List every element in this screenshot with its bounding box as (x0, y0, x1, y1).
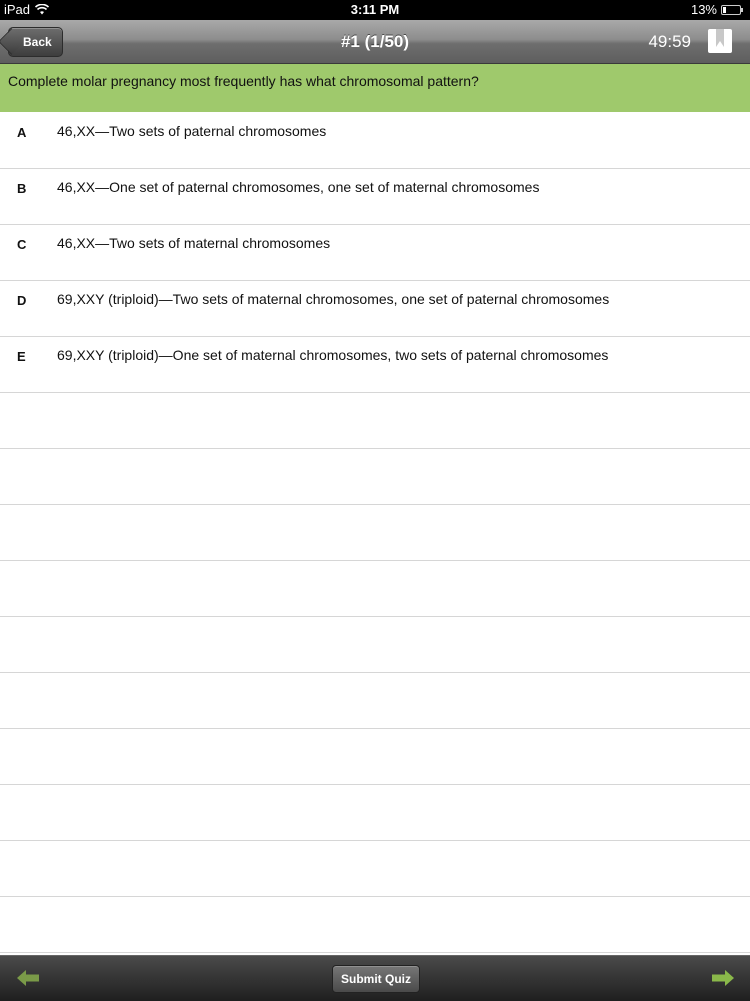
answer-list (0, 113, 750, 953)
empty-row (0, 785, 750, 841)
option-text: 69,XXY (triploid)—Two sets of maternal chromosomes, one set of paternal chromosomes (57, 291, 610, 307)
next-arrow-icon[interactable] (712, 970, 734, 986)
empty-row (0, 505, 750, 561)
submit-quiz-button[interactable]: Submit Quiz (332, 965, 420, 993)
answer-option-d[interactable] (0, 281, 750, 337)
question-banner (0, 64, 750, 112)
empty-row (0, 673, 750, 729)
option-text: 69,XXY (triploid)—One set of maternal chromosomes, two sets of paternal chromosomes (57, 347, 609, 363)
empty-row (0, 841, 750, 897)
option-letter: A (17, 125, 27, 140)
device-name: iPad (4, 2, 31, 17)
answer-option-e[interactable] (0, 337, 750, 393)
back-button-label: Back (23, 35, 52, 49)
option-text: 46,XX—Two sets of maternal chromosomes (57, 235, 331, 251)
option-text: 46,XX—One set of paternal chromosomes, one set of maternal chromosomes (57, 179, 540, 195)
previous-arrow-icon[interactable] (17, 970, 39, 986)
status-time: 3:11 PM (350, 2, 400, 17)
empty-row (0, 617, 750, 673)
answer-option-b[interactable] (0, 169, 750, 225)
battery-percent: 13% (690, 2, 717, 17)
battery-icon (721, 5, 741, 15)
option-letter: B (17, 181, 27, 196)
option-letter: E (17, 349, 26, 364)
empty-row (0, 729, 750, 785)
answer-option-a[interactable] (0, 113, 750, 169)
option-text: 46,XX—Two sets of paternal chromosomes (57, 123, 327, 139)
empty-row (0, 897, 750, 953)
question-counter-title: #1 (1/50) (340, 32, 410, 51)
empty-row (0, 393, 750, 449)
option-letter: C (17, 237, 27, 252)
status-bar (0, 0, 750, 20)
bottom-toolbar (0, 955, 750, 1001)
navigation-bar (0, 20, 750, 64)
status-right (691, 2, 744, 17)
quiz-timer: 49:59 (648, 32, 691, 51)
bookmark-icon[interactable] (708, 29, 732, 53)
option-letter: D (17, 293, 27, 308)
question-text: Complete molar pregnancy most frequently has what chromosomal pattern? (8, 73, 479, 89)
empty-row (0, 449, 750, 505)
empty-row (0, 561, 750, 617)
answer-option-c[interactable] (0, 225, 750, 281)
back-button[interactable] (8, 27, 63, 57)
